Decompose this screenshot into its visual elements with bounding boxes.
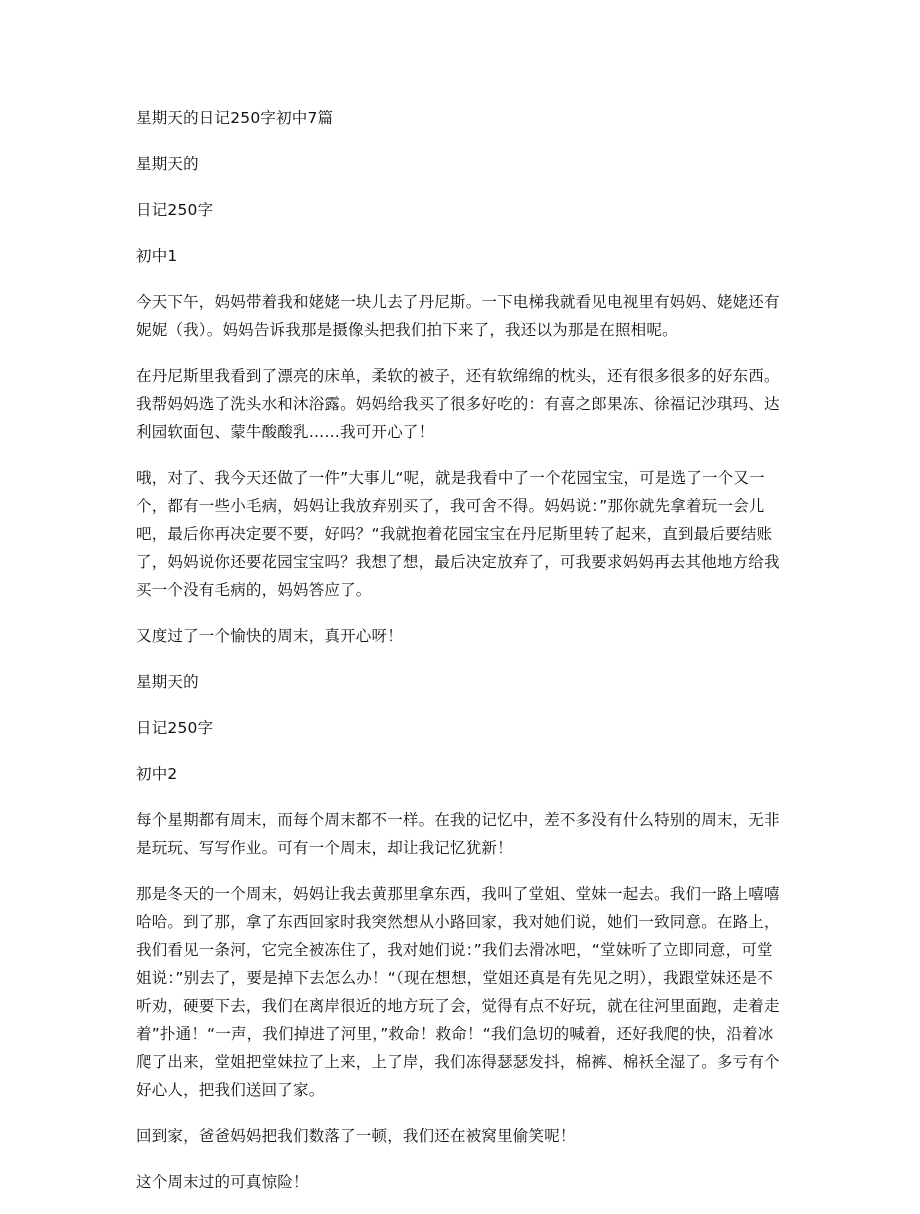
section-heading-line1: 星期天的 [136,155,199,173]
paragraph: 今天下午，妈妈带着我和姥姥一块儿去了丹尼斯。一下电梯我就看见电视里有妈妈、姥姥还有妮妮（我）。妈妈告诉我那是摄像头把我们拍下来了，我还以为那是在照相呢。 [136,293,780,339]
section-heading-line3: 初中2 [136,765,178,783]
paragraph: 这个周末过的可真惊险！ [136,1173,309,1191]
document-body [136,104,784,1214]
section-heading-line1: 星期天的 [136,673,199,691]
paragraph: 回到家，爸爸妈妈把我们数落了一顿，我们还在被窝里偷笑呢！ [136,1127,576,1145]
document-title: 星期天的日记250字初中7篇 [136,109,334,127]
section-heading-line3: 初中1 [136,247,178,265]
paragraph: 每个星期都有周末，而每个周末都不一样。在我的记忆中，差不多没有什么特别的周末，无非是玩玩、写写作业。可有一个周末，却让我记忆犹新！ [136,811,780,857]
paragraph: 又度过了一个愉快的周末，真开心呀！ [136,627,403,645]
paragraph: 哦，对了、我今天还做了一件”大事儿“呢，就是我看中了一个花园宝宝，可是选了一个又一个，都有一些小毛病，妈妈让我放弃别买了，我可舍不得。妈妈说：”那你就先拿着玩一会儿吧，最后你再决定要不要，好吗？“我就抱着花园宝宝在丹尼斯里转了起来，直到最后要结账了，妈妈说你还要花园宝宝吗？我想了想，最后决定放弃了，可我要求妈妈再去其他地方给我买一个没有毛病的，妈妈答应了。 [136,469,780,599]
section-heading-line2: 日记250字 [136,201,214,219]
paragraph: 那是冬天的一个周末，妈妈让我去黄那里拿东西，我叫了堂姐、堂妹一起去。我们一路上嘻嘻哈哈。到了那，拿了东西回家时我突然想从小路回家，我对她们说，她们一致同意。在路上，我们看见一条河，它完全被冻住了，我对她们说：”我们去滑冰吧，“堂妹听了立即同意，可堂姐说：”别去了，要是掉下去怎么办！“（现在想想，堂姐还真是有先见之明），我跟堂妹还是不听劝，硬要下去，我们在离岸很近的地方玩了会，觉得有点不好玩，就在往河里面跑，走着走着”扑通！“一声，我们掉进了河里，”救命！救命！“我们急切的喊着，还好我爬的快，沿着冰爬了出来，堂姐把堂妹拉了上来，上了岸，我们冻得瑟瑟发抖，棉裤、棉袄全湿了。多亏有个好心人，把我们送回了家。 [136,885,780,1099]
section-heading-line2: 日记250字 [136,719,214,737]
paragraph: 在丹尼斯里我看到了漂亮的床单，柔软的被子，还有软绵绵的枕头，还有很多很多的好东西。我帮妈妈选了洗头水和沐浴露。妈妈给我买了很多好吃的：有喜之郎果冻、徐福记沙琪玛、达利园软面包、蒙牛酸酸乳……我可开心了！ [136,367,780,441]
